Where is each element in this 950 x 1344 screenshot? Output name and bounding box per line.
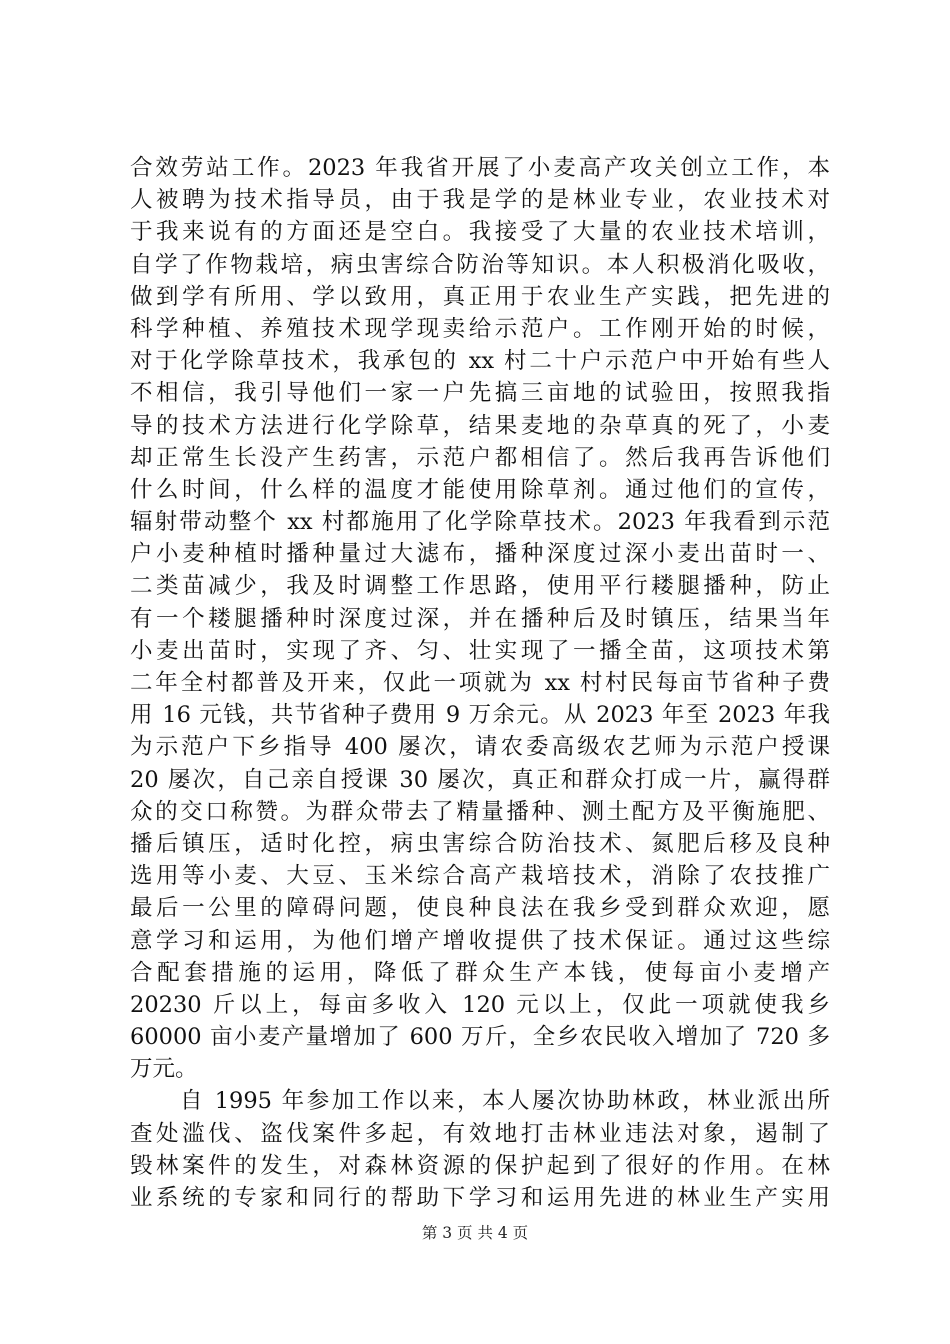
text-line: 最后一公里的障碍问题，使良种良法在我乡受到群众欢迎，愿 [130,895,830,922]
text-line: 做到学有所用、学以致用，真正用于农业生产实践，把先进的 [130,283,830,310]
text-line: 科学种植、养殖技术现学现卖给示范户。工作刚开始的时候， [130,315,830,342]
text-line: 却正常生长没产生药害，示范户都相信了。然后我再告诉他们 [130,444,830,471]
text-line: 有一个耧腿播种时深度过深，并在播种后及时镇压，结果当年 [130,605,830,632]
text-line: 60000 亩小麦产量增加了 600 万斤，全乡农民收入增加了 720 多 [130,1024,830,1051]
text-line: 辐射带动整个 xx 村都施用了化学除草技术。2023 年我看到示范 [130,509,830,536]
text-line: 众的交口称赞。为群众带去了精量播种、测土配方及平衡施肥、 [130,798,830,825]
text-line: 小麦出苗时，实现了齐、匀、壮实现了一播全苗，这项技术第 [130,637,830,664]
document-body [130,152,830,1214]
text-line: 自 1995 年参加工作以来，本人屡次协助林政，林业派出所 [180,1088,830,1115]
text-line: 为示范户下乡指导 400 屡次，请农委高级农艺师为示范户授课 [130,734,830,761]
text-line: 二年全村都普及开来，仅此一项就为 xx 村村民每亩节省种子费 [130,670,830,696]
text-line: 业系统的专家和同行的帮助下学习和运用先进的林业生产实用 [130,1185,830,1211]
page-number: 第 3 页 共 4 页 [421,1224,529,1242]
paragraph-2 [130,1085,830,1214]
text-line: 用 16 元钱，共节省种子费用 9 万余元。从 2023 年至 2023 年我 [130,702,830,729]
text-line: 什么时间，什么样的温度才能使用除草剂。通过他们的宣传， [130,476,830,503]
paragraph-1 [130,152,830,1085]
text-line: 播后镇压，适时化控，病虫害综合防治技术、氮肥后移及良种 [130,830,830,857]
text-line: 合配套措施的运用，降低了群众生产本钱，使每亩小麦增产 [130,959,830,986]
text-line: 20 屡次，自己亲自授课 30 屡次，真正和群众打成一片，赢得群 [130,766,830,793]
text-line: 导的技术方法进行化学除草，结果麦地的杂草真的死了，小麦 [130,412,830,439]
text-line: 人被聘为技术指导员，由于我是学的是林业专业，农业技术对 [130,187,830,214]
text-line: 不相信，我引导他们一家一户先搞三亩地的试验田，按照我指 [130,380,830,407]
text-line: 于我来说有的方面还是空白。我接受了大量的农业技术培训， [130,219,830,246]
text-line: 万元。 [130,1056,198,1083]
text-line: 合效劳站工作。2023 年我省开展了小麦高产攻关创立工作，本 [130,155,830,181]
text-line: 查处滥伐、盗伐案件多起，有效地打击林业违法对象，遏制了 [130,1120,830,1147]
text-line: 对于化学除草技术，我承包的 xx 村二十户示范户中开始有些人 [130,348,830,375]
text-line: 选用等小麦、大豆、玉米综合高产栽培技术，消除了农技推广 [130,863,830,890]
text-line: 毁林案件的发生，对森林资源的保护起到了很好的作用。在林 [130,1152,830,1179]
page-footer [0,1223,950,1243]
text-line: 自学了作物栽培，病虫害综合防治等知识。本人积极消化吸收， [130,251,830,278]
text-line: 20230 斤以上，每亩多收入 120 元以上，仅此一项就使我乡 [130,991,830,1018]
text-line: 意学习和运用，为他们增产增收提供了技术保证。通过这些综 [130,927,830,954]
text-line: 二类苗减少，我及时调整工作思路，使用平行耧腿播种，防止 [130,573,830,600]
text-line: 户小麦种植时播种量过大滤布，播种深度过深小麦出苗时一、 [130,541,830,568]
